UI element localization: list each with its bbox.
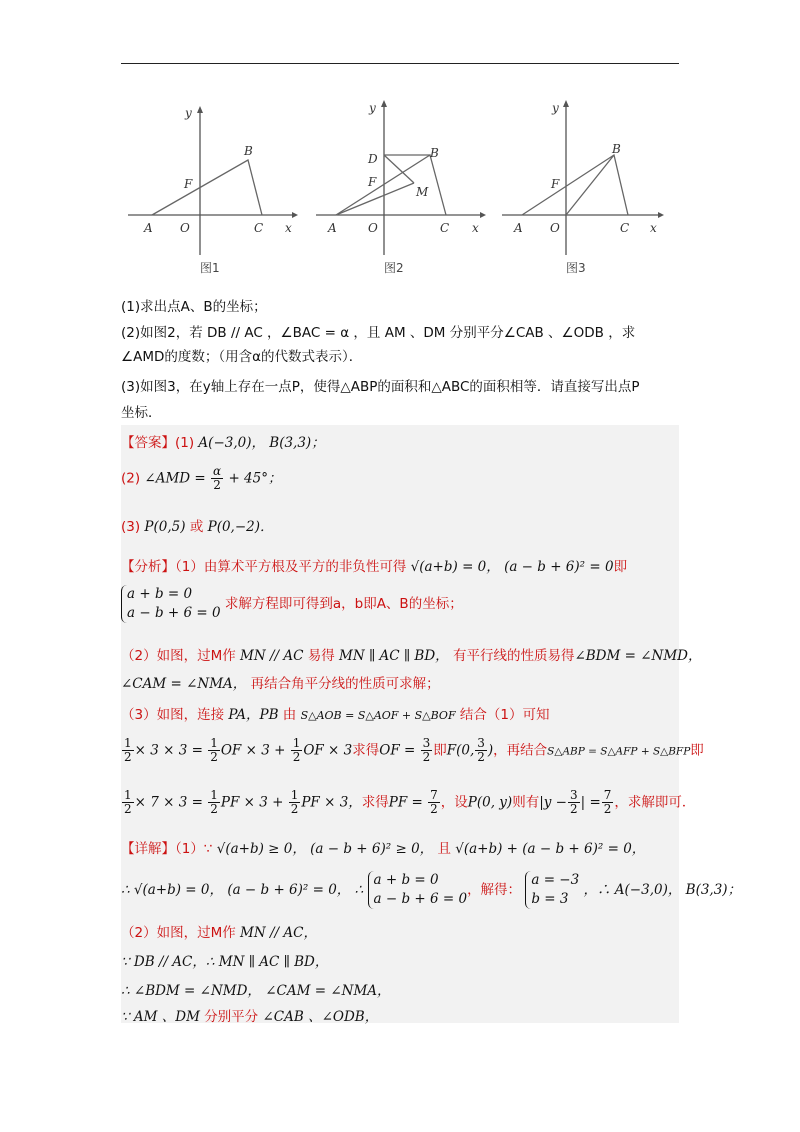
analysis-line-7: $\frac{1}{2}$ × 7 × 3 = $\frac{1}{2}$ PF × 3 + $\frac{1}{2}$ PF × 3，求得PF = $\frac{7}{2}$ ，设P(0, y)则有|y − $\frac{3}{2}$ | = $\frac{7}{2}$ ，求解即可． (124, 788, 696, 816)
analysis-system-eq-2: a − b + 6 = 0 (127, 605, 221, 621)
detail-6-math-1: ∵ AM 、DM (121, 1009, 200, 1025)
analysis-6-math: OF = (379, 742, 416, 759)
fig1-label-a: A (144, 221, 153, 235)
analysis-line-2 (121, 585, 677, 623)
frac-a7-2 (208, 789, 220, 816)
frac-a7-1 (122, 789, 134, 816)
frac-den: 2 (430, 802, 438, 816)
detail-4-math: ∵ DB // AC，∴ MN ∥ AC ∥ BD， (121, 954, 329, 970)
figure-1 (120, 95, 300, 285)
frac-a7-6 (602, 789, 614, 816)
fig2-label-b: B (430, 146, 439, 160)
analysis-5-text: （3）如图，连接 (121, 707, 225, 723)
analysis-3-text-3: 有平行线的性质易得 (452, 648, 575, 664)
frac-a7-3 (289, 789, 301, 816)
analysis-line-3 (121, 644, 702, 664)
top-rule (121, 63, 679, 64)
analysis-6-point-f: F(0, (446, 742, 475, 759)
detail-2-math-2: (a − b + 6)² = 0， (227, 882, 351, 898)
answer-panel (121, 425, 742, 1025)
frac-den: 2 (422, 750, 431, 764)
detail-line-2 (121, 871, 742, 909)
analysis-5-math-1: PA，PB (228, 707, 279, 723)
analysis-6-text-2: 即 (433, 742, 447, 759)
analysis-tag: 【分析】 (121, 559, 175, 575)
question-2-line-1: (2)如图2，若 DB // AC ，∠BAC = α ，且 AM 、DM 分别平分∠CAB 、∠ODB ，求 (121, 325, 636, 341)
detail-1-text: （1）∵ (175, 841, 213, 857)
figure-3 (498, 95, 678, 285)
answer-3-p2: P(0,−2)． (207, 519, 274, 535)
frac-a6-3 (291, 737, 303, 764)
detail-3-math: MN // AC， (240, 925, 317, 941)
frac-num: 3 (569, 788, 578, 802)
fig2-label-x: x (472, 221, 479, 235)
answer-line-2 (121, 465, 677, 492)
question-3-line-1: (3)如图3，在y轴上存在一点P，使得△ABP的面积和△ABC的面积相等．请直接写出点P (121, 379, 640, 395)
analysis-system (121, 585, 221, 623)
detail-6-math-2: ∠CAB 、∠ODB， (262, 1009, 379, 1025)
analysis-7-eq-2: PF × 3 + (220, 794, 284, 811)
analysis-1-text: （1）由算术平方根及平方的非负性可得 (175, 559, 407, 575)
fig2-label-a: A (328, 221, 337, 235)
analysis-3-text-2: 易得 (307, 648, 335, 664)
analysis-5-math-2: S△AOB = S△AOF + S△BOF (300, 709, 456, 722)
analysis-7-eq-3: PF × 3， (301, 794, 362, 811)
analysis-4-text: 再结合角平分线的性质可求解； (250, 676, 440, 692)
fig1-label-c: C (254, 221, 264, 235)
analysis-5-text-3: 结合（1）可知 (459, 707, 550, 723)
answer-1-math: A(−3,0)， B(3,3)； (198, 435, 325, 451)
analysis-line-4 (121, 672, 677, 692)
analysis-3-math-1: MN // AC (240, 648, 304, 664)
frac-den: 2 (477, 750, 485, 764)
detail-line-4 (121, 950, 677, 970)
frac-den: 2 (124, 750, 132, 764)
detail-2-text: ，解得： (467, 882, 522, 898)
frac-den: 2 (569, 802, 578, 816)
analysis-7-text-3: 则有 (512, 794, 540, 811)
detail-line-1 (121, 837, 677, 857)
analysis-7-text-2: ，设 (440, 794, 468, 811)
analysis-7-math: PF = (388, 794, 423, 811)
analysis-3-text: （2）如图，过M作 (121, 648, 236, 664)
analysis-7-abs: |y − (539, 794, 567, 811)
detail-line-6 (121, 1005, 677, 1025)
analysis-1-tail: 即 (613, 559, 628, 575)
analysis-line-5 (121, 703, 677, 723)
answer-line-1 (121, 431, 677, 451)
detail-tag: 【详解】 (121, 841, 175, 857)
frac-den: 2 (292, 750, 301, 764)
question-3-line-2: 坐标． (121, 405, 162, 421)
analysis-7-text-4: ，求解即可． (614, 794, 696, 811)
answer-line-3 (121, 515, 677, 535)
detail-system-2 (525, 871, 579, 909)
frac-a7-5 (568, 789, 580, 816)
frac-den: 2 (210, 802, 218, 816)
answer-3-p1: P(0,5) (144, 519, 186, 535)
analysis-line-1 (121, 555, 677, 575)
detail-system-2-eq-2: b = 3 (531, 891, 569, 907)
answer-2-pre: ∠AMD = (144, 470, 206, 487)
question-2-line-2: ∠AMD的度数；（用含α的代数式表示）． (121, 349, 363, 365)
analysis-6-eq-3: OF × 3 (303, 742, 353, 759)
detail-system-1-eq-1: a + b = 0 (373, 872, 439, 888)
analysis-3-math-3: ∠BDM = ∠NMD， (574, 648, 702, 664)
frac-a6-5 (475, 737, 487, 764)
analysis-6-eq: × 3 × 3 = (134, 742, 203, 759)
fig1-label-b: B (244, 144, 253, 158)
analysis-3-math-2: MN ∥ AC ∥ BD， (339, 648, 449, 664)
figures-row (120, 95, 680, 285)
fig2-label-c: C (440, 221, 450, 235)
detail-1-math-3: √(a+b) + (a − b + 6)² = 0， (455, 841, 646, 857)
detail-2-math-1: ∴ √(a+b) = 0， (121, 882, 224, 898)
analysis-6-math-2: S△ABP = S△AFP + S△BFP (547, 745, 691, 758)
frac-num: 1 (124, 736, 132, 750)
analysis-7-eq: × 7 × 3 = (134, 794, 203, 811)
frac-a7-4 (428, 789, 440, 816)
fig1-label-o: O (180, 221, 190, 235)
analysis-6-text: 求得 (352, 742, 380, 759)
fig1-label-f: F (184, 177, 193, 191)
fig2-label-m: M (416, 185, 429, 199)
detail-system-1-eq-2: a − b + 6 = 0 (373, 891, 468, 907)
fig3-label-y: y (552, 101, 559, 115)
fig2-label-o: O (368, 221, 378, 235)
fig2-label-d: D (368, 152, 378, 166)
fig1-label-x: x (285, 221, 292, 235)
analysis-7-point-p: P(0, y) (467, 794, 513, 811)
answer-2-post: + 45°； (228, 470, 282, 487)
frac-den: 2 (210, 750, 218, 764)
detail-line-5 (121, 979, 677, 999)
answer-2-num: α (213, 464, 222, 478)
fig3-label-a: A (514, 221, 523, 235)
answer-tag: 【答案】 (121, 435, 175, 451)
analysis-system-eq-1: a + b = 0 (127, 586, 193, 602)
analysis-line-6: $\frac{1}{2}$ × 3 × 3 = $\frac{1}{2}$ OF × 3 + $\frac{1}{2}$ OF × 3求得OF = $\frac{3}{2}$ 即F(0, $\frac{3}{2}$ )，再结合S△ABP = S△AFP + S△BFP即 (124, 736, 704, 764)
frac-num: 1 (290, 788, 299, 802)
detail-3-text: （2）如图，过M作 (121, 925, 236, 941)
figure-2 (312, 95, 492, 285)
frac-num: 1 (210, 788, 218, 802)
analysis-4-math: ∠CAM = ∠NMA， (121, 676, 247, 692)
detail-1-math-2: (a − b + 6)² ≥ 0， (310, 841, 434, 857)
detail-1-text-2: 且 (437, 841, 451, 857)
frac-num: 1 (210, 736, 218, 750)
detail-line-3 (121, 921, 677, 941)
fig1-label-y: y (185, 106, 192, 120)
answer-3-label: (3) (121, 519, 141, 535)
frac-num: 3 (477, 736, 485, 750)
frac-num: 7 (430, 788, 438, 802)
analysis-1-math-1: √(a+b) = 0， (410, 559, 500, 575)
detail-system-1 (368, 871, 468, 909)
fig2-label-y: y (369, 101, 376, 115)
answer-1-label: (1) (175, 435, 195, 451)
fig3-label-o: O (550, 221, 560, 235)
answer-2-fraction (211, 465, 223, 492)
frac-num: 3 (422, 736, 431, 750)
answer-3-or: 或 (189, 519, 204, 535)
question-1: (1)求出点A、B的坐标； (121, 299, 267, 315)
frac-a6-1 (122, 737, 134, 764)
analysis-6-text-3: ，再结合 (493, 742, 548, 759)
analysis-5-text-2: 由 (282, 707, 297, 723)
fig3-label-f: F (551, 177, 560, 191)
fig2-caption: 图2 (384, 261, 404, 275)
frac-num: 1 (292, 736, 301, 750)
answer-2-den: 2 (213, 478, 221, 492)
frac-num: 1 (124, 788, 132, 802)
analysis-6-eq-2: OF × 3 + (220, 742, 286, 759)
frac-den: 2 (124, 802, 132, 816)
frac-a6-4 (421, 737, 433, 764)
analysis-1-math-2: (a − b + 6)² = 0 (504, 559, 614, 575)
frac-num: 7 (603, 788, 612, 802)
fig3-label-b: B (612, 142, 621, 156)
fig2-label-f: F (368, 175, 377, 189)
answer-2-label: (2) (121, 470, 141, 487)
fig3-label-c: C (620, 221, 630, 235)
detail-6-text: 分别平分 (204, 1009, 259, 1025)
detail-5-math: ∴ ∠BDM = ∠NMD， ∠CAM = ∠NMA， (121, 983, 391, 999)
detail-1-math-1: √(a+b) ≥ 0， (216, 841, 306, 857)
fig1-caption: 图1 (200, 261, 220, 275)
detail-2-math-4: ，∴ A(−3,0)， B(3,3)； (583, 882, 742, 898)
frac-den: 2 (603, 802, 612, 816)
fig3-label-x: x (650, 221, 657, 235)
detail-2-math-3: ∴ (354, 882, 364, 898)
analysis-6-text-4: 即 (690, 742, 704, 759)
frac-a6-2 (208, 737, 220, 764)
analysis-2-text: 求解方程即可得到a，b即A、B的坐标； (224, 596, 463, 612)
frac-den: 2 (290, 802, 299, 816)
analysis-7-text: 求得 (361, 794, 389, 811)
fig3-caption: 图3 (566, 261, 586, 275)
detail-system-2-eq-1: a = −3 (531, 872, 580, 888)
